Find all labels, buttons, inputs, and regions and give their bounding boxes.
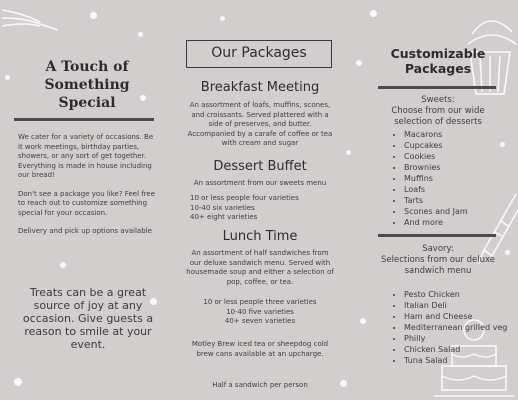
lunch-title: Lunch Time <box>222 229 298 244</box>
list-item: • Loafs <box>404 184 518 195</box>
sweets-list <box>378 129 518 228</box>
packages-column <box>184 0 336 400</box>
intro-paragraph: We cater for a variety of occasions. Be it work meetings, birthday parties, showers, or any sort of get together. Everything is made in house including our bread! <box>18 133 154 179</box>
list-item: • Cookies <box>404 151 518 162</box>
savory-intro: Selections from our deluxe sandwich menu <box>381 255 495 276</box>
intro-paragraph: Don't see a package you like? Feel free to reach out to customize something special for your occasion. <box>18 189 156 217</box>
list-item: • Chicken Salad <box>404 344 518 355</box>
intro-column <box>14 0 160 400</box>
lunch-tiers <box>186 298 334 327</box>
list-item: • And more <box>404 217 518 228</box>
decor-dot <box>356 60 362 66</box>
intro-title: A Touch of Something Special <box>44 59 130 111</box>
lunch-tier: 40+ seven varieties <box>224 317 296 325</box>
list-item: • Macarons <box>404 129 518 140</box>
decor-dot <box>360 318 366 324</box>
breakfast-description: An assortment of loafs, muffins, scones, and croissants. Served plattered with a side of preserves, and butter. Accompanied by a carafe of coffee or tea with cream and sugar <box>187 101 333 147</box>
breakfast-title: Breakfast Meeting <box>200 80 320 95</box>
lunch-tier: 10-40 five varieties <box>226 307 294 316</box>
decor-dot <box>346 150 351 155</box>
intro-quote: Treats can be a great source of joy at any occasion. Give guests a reason to smile at your event. <box>22 286 154 351</box>
intro-divider <box>14 118 154 121</box>
custom-packages-column <box>378 0 508 400</box>
dessert-tiers <box>190 194 334 223</box>
lunch-description: An assortment of half sandwiches from our deluxe sandwich menu. Served with housemade soup and either a selection of pop, coffee, or tea. <box>186 249 334 286</box>
dessert-tier: 10-40 six varieties <box>190 203 255 212</box>
lunch-drinks: Motley Brew iced tea or sheepdog cold brew cans available at an upcharge. <box>191 340 329 358</box>
savory-heading: Savory: <box>422 244 454 254</box>
list-item: • Ham and Cheese <box>404 311 518 322</box>
savory-list <box>378 289 518 366</box>
list-item: • Muffins <box>404 173 518 184</box>
list-item: • Philly <box>404 333 518 344</box>
list-item: • Italian Deli <box>404 300 518 311</box>
custom-divider-top <box>378 86 496 89</box>
intro-paragraph: Delivery and pick up options available <box>18 227 152 235</box>
list-item: • Cupcakes <box>404 140 518 151</box>
dessert-tier: 40+ eight varieties <box>190 213 258 221</box>
decor-dot <box>340 380 347 387</box>
list-item: • Tarts <box>404 195 518 206</box>
lunch-tier: 10 or less people three varieties <box>203 298 317 306</box>
intro-paragraphs <box>18 133 158 246</box>
list-item: • Mediterranean grilled veg <box>404 322 518 333</box>
dessert-title: Dessert Buffet <box>213 159 307 174</box>
decor-dot <box>370 10 377 17</box>
lunch-footer: Half a sandwich per person <box>212 381 308 389</box>
list-item: • Pesto Chicken <box>404 289 518 300</box>
dessert-description: An assortment from our sweets menu <box>193 179 327 187</box>
packages-title: Our Packages <box>186 40 332 68</box>
list-item: • Tuna Salad <box>404 355 518 366</box>
list-item: • Brownies <box>404 162 518 173</box>
decor-dot <box>5 75 10 80</box>
dessert-tier: 10 or less people four varieties <box>190 194 299 202</box>
list-item: • Scones and Jam <box>404 206 518 217</box>
sweets-intro: Choose from our wide selection of desserts <box>391 106 485 127</box>
custom-packages-title: Customizable Packages <box>390 46 486 76</box>
custom-divider-bottom <box>378 234 496 237</box>
sweets-heading: Sweets: <box>421 95 455 105</box>
